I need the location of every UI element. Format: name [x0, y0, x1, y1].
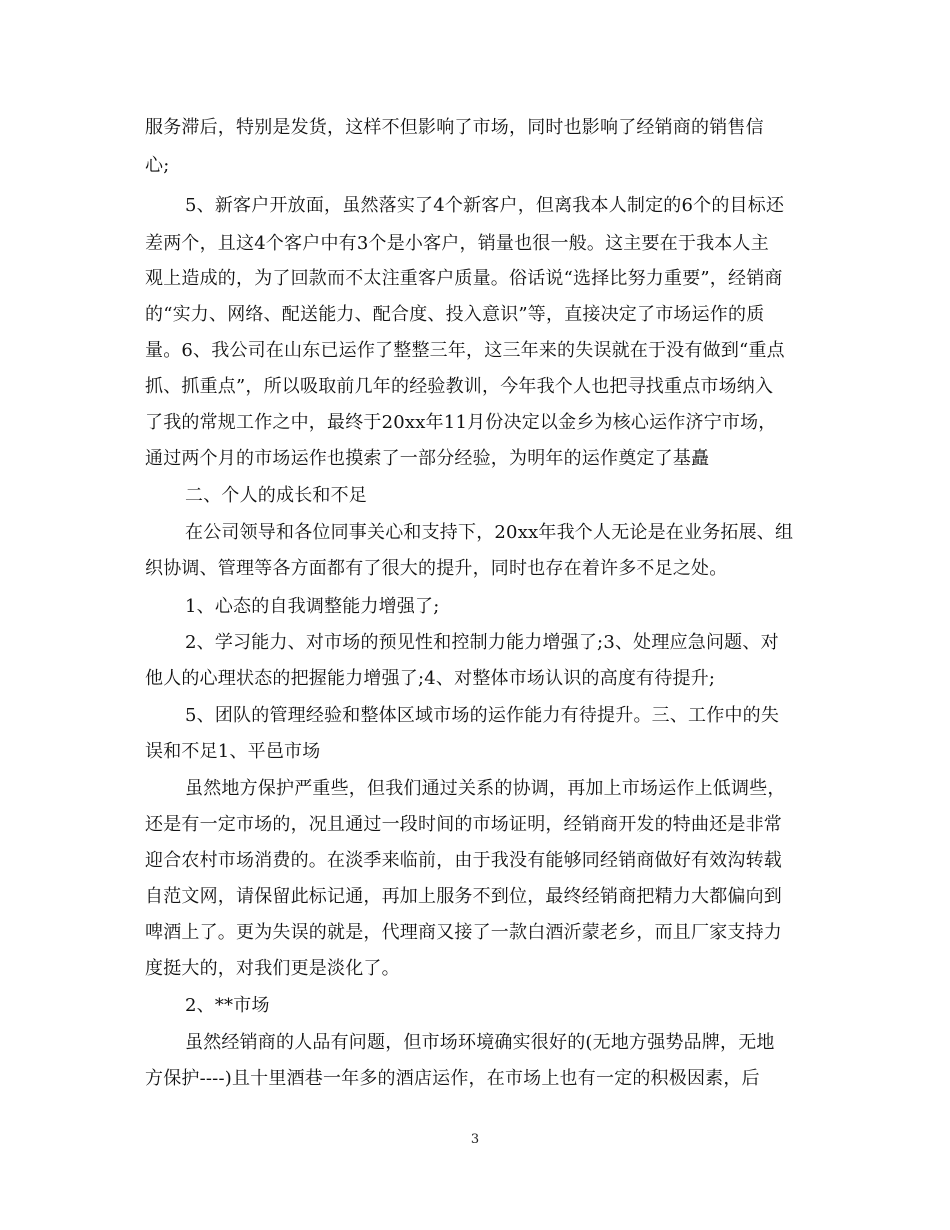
text-line: 的“实力、网络、配送能力、配合度、投入意识”等，直接决定了市场运作的质 [145, 304, 765, 325]
text-line: 虽然地方保护严重些，但我们通过关系的协调，再加上市场运作上低调些， [185, 778, 786, 799]
text-line: 迎合农村市场消费的。在淡季来临前，由于我没有能够同经销商做好有效沟转载 [145, 850, 782, 871]
text-line: 服务滞后，特别是发货，这样不但影响了市场，同时也影响了经销商的销售信 [145, 117, 764, 138]
text-line: 2、**市场 [185, 995, 270, 1016]
text-line: 抓、抓重点”，所以吸取前几年的经验教训，今年我个人也把寻找重点市场纳入 [145, 376, 774, 397]
text-line: 还是有一定市场的，况且通过一段时间的市场证明，经销商开发的特曲还是非常 [145, 814, 782, 835]
text-line: 他人的心理状态的把握能力增强了;4、对整体市场认识的高度有待提升; [145, 668, 716, 689]
text-line: 观上造成的，为了回款而不太注重客户质量。俗话说“选择比努力重要”，经销商 [145, 268, 783, 289]
text-line: 了我的常规工作之中，最终于20xx年11月份决定以金乡为核心运作济宁市场， [145, 412, 777, 433]
text-line: 差两个，且这4个客户中有3个是小客户，销量也很一般。这主要在于我本人主 [145, 233, 769, 254]
text-line: 2、学习能力、对市场的预见性和控制力能力增强了;3、处理应急问题、对 [185, 632, 779, 653]
text-line: 啤酒上了。更为失误的就是，代理商又接了一款白酒沂蒙老乡，而且厂家支持力 [145, 922, 782, 943]
text-line: 5、团队的管理经验和整体区域市场的运作能力有待提升。三、工作中的失 [185, 705, 780, 726]
text-line: 自范文网，请保留此标记通，再加上服务不到位，最终经销商把精力大都偏向到 [145, 886, 782, 907]
text-line: 误和不足1、平邑市场 [145, 741, 321, 762]
text-line: 织协调、管理等各方面都有了很大的提升，同时也存在着许多不足之处。 [145, 558, 728, 579]
text-line: 在公司领导和各位同事关心和支持下，20xx年我个人无论是在业务拓展、组 [185, 522, 794, 543]
text-line: 度挺大的，对我们更是淡化了。 [145, 958, 400, 979]
text-line: 1、心态的自我调整能力增强了; [185, 596, 440, 617]
section-heading: 二、个人的成长和不足 [185, 485, 367, 506]
text-line: 虽然经销商的人品有问题，但市场环境确实很好的(无地方强势品牌，无地 [185, 1032, 775, 1053]
text-line: 方保护----)且十里酒巷一年多的酒店运作，在市场上也有一定的积极因素，后 [145, 1068, 760, 1089]
page-number: 3 [470, 1132, 480, 1147]
text-line: 通过两个月的市场运作也摸索了一部分经验，为明年的运作奠定了基矗 [145, 448, 710, 469]
text-line: 量。6、我公司在山东已运作了整整三年，这三年来的失误就在于没有做到“重点 [145, 340, 785, 361]
text-line: 5、新客户开放面，虽然落实了4个新客户，但离我本人制定的6个的目标还 [185, 195, 785, 216]
text-line: 心; [145, 155, 170, 176]
